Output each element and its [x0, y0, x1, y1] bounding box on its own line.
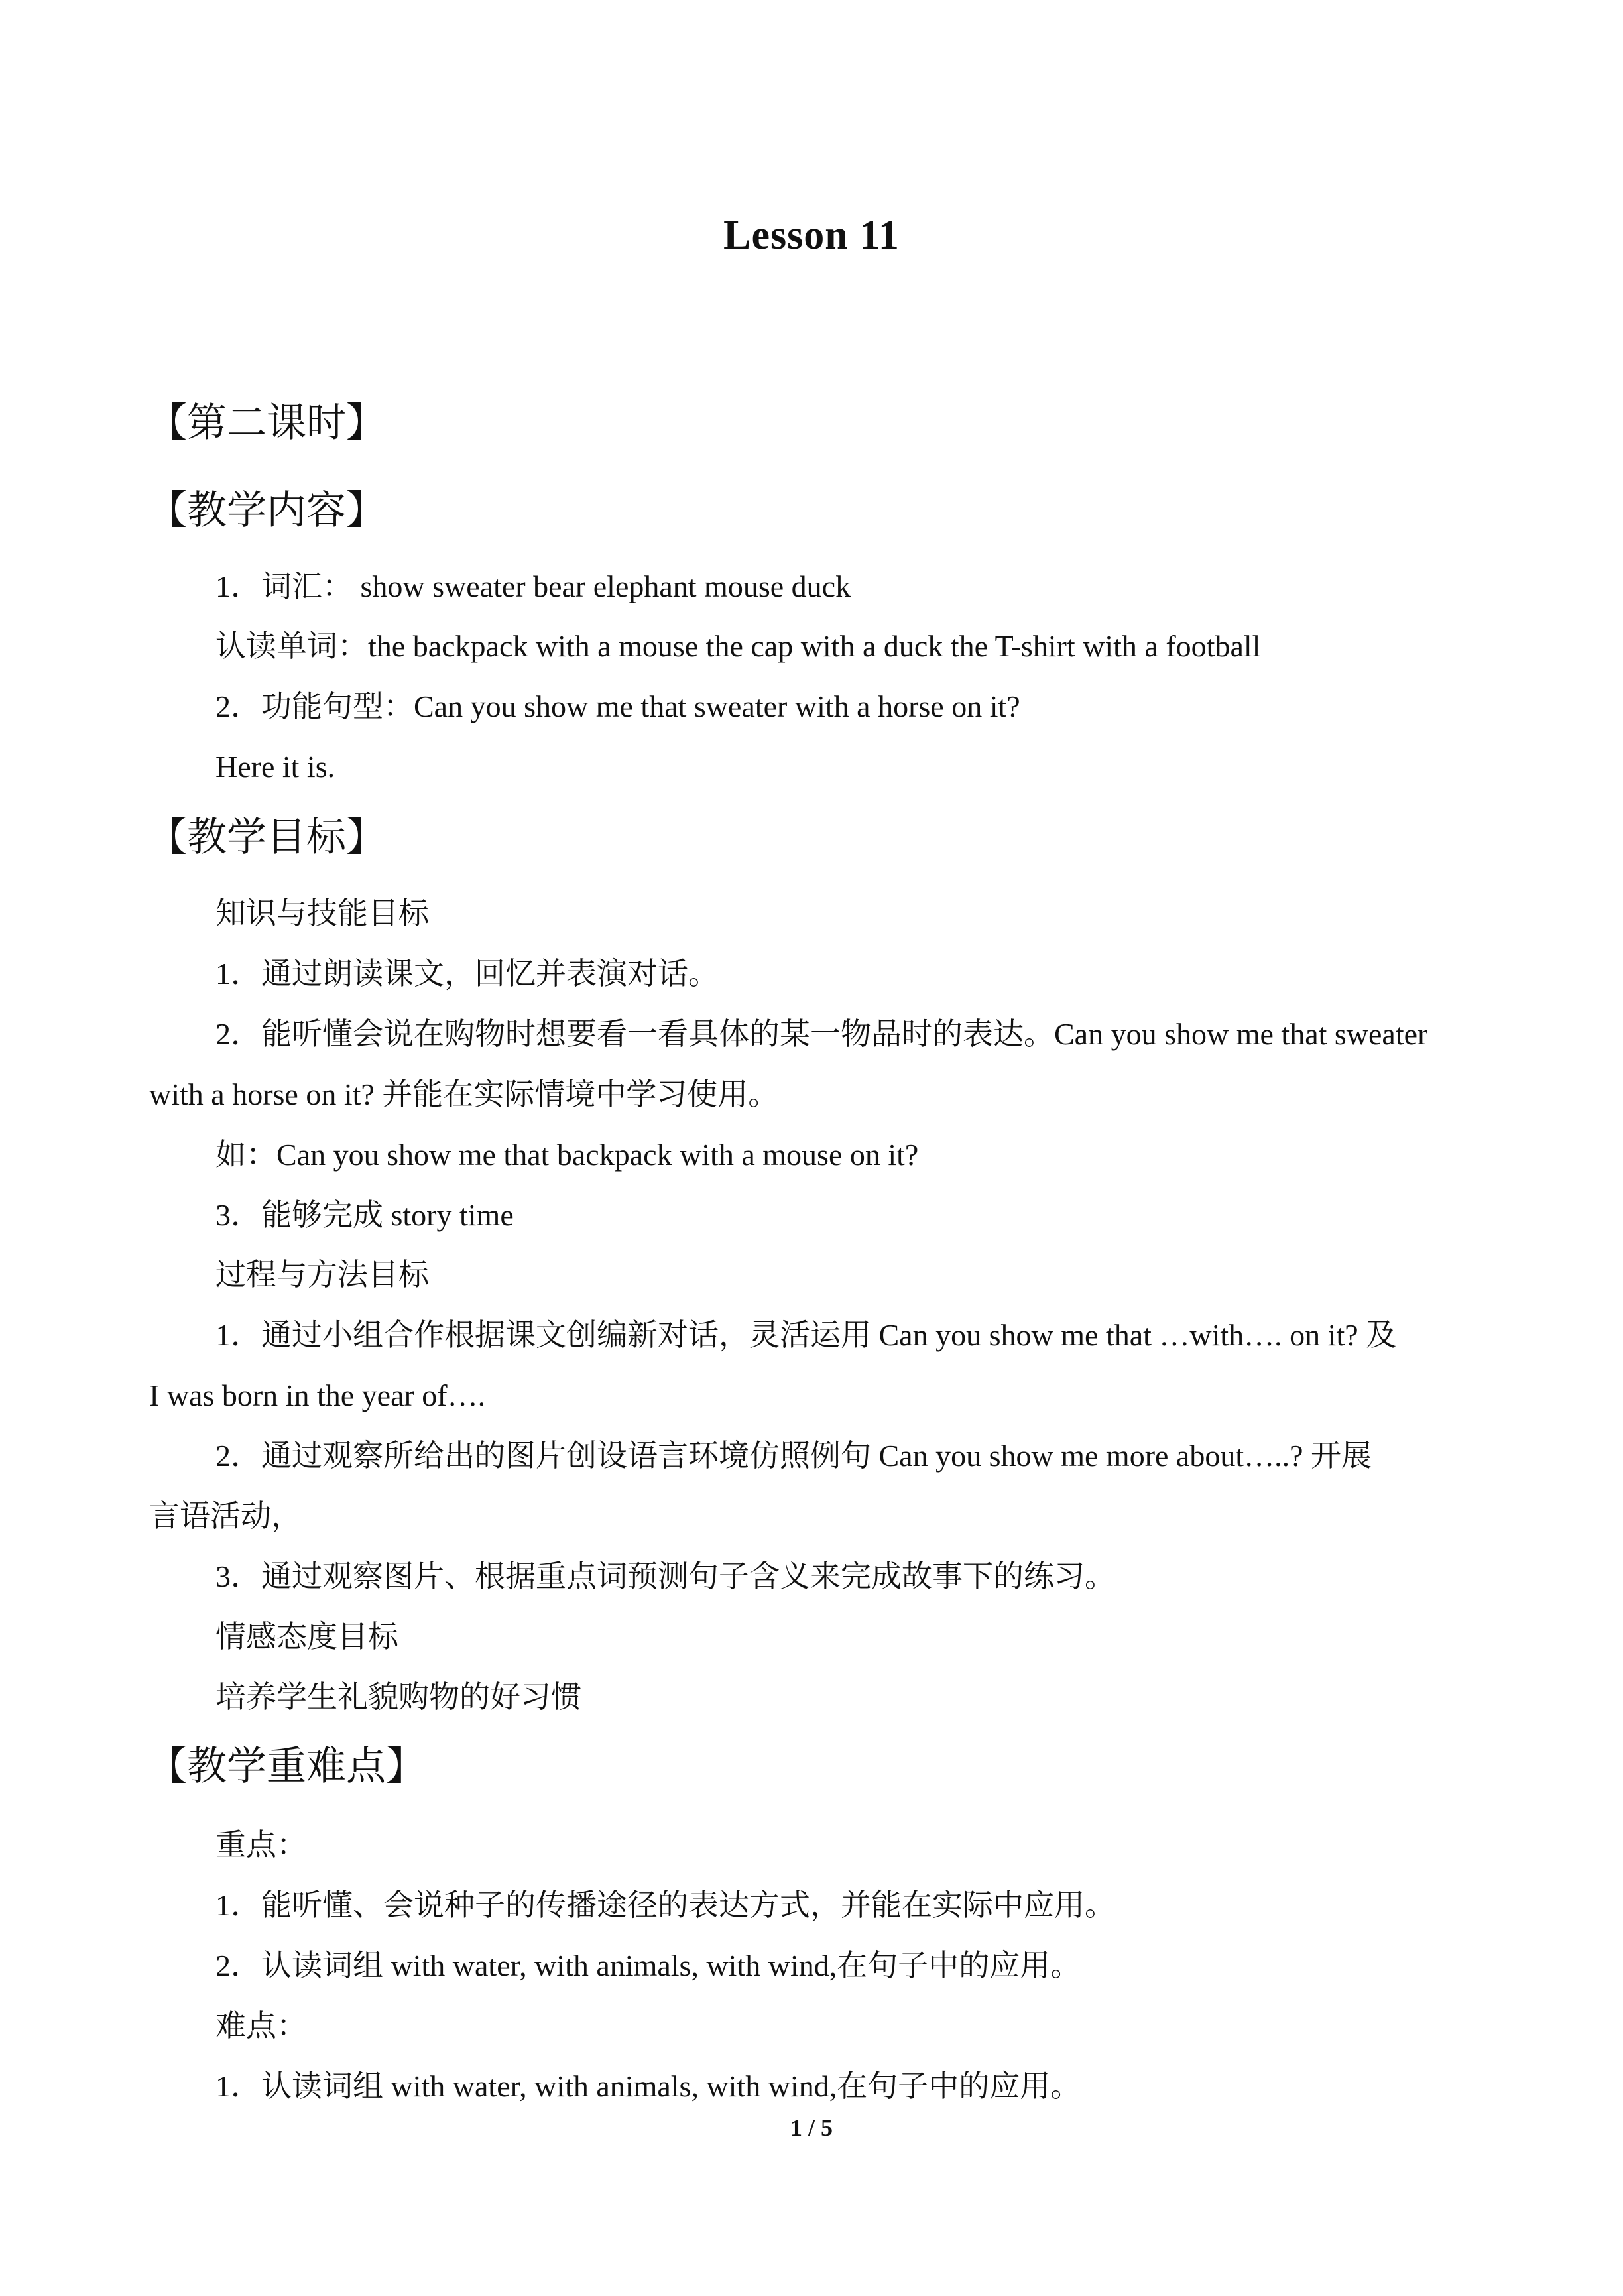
objective-line: I was born in the year of….	[149, 1378, 486, 1412]
objective-line: 培养学生礼貌购物的好习惯	[215, 1680, 581, 1714]
section-heading-objectives: 【教学目标】	[147, 816, 386, 859]
section-heading-key-points: 【教学重难点】	[147, 1744, 426, 1788]
objective-line: 知识与技能目标	[215, 896, 429, 930]
objective-line: 言语活动，	[149, 1499, 302, 1533]
objective-line: 1．通过小组合作根据课文创编新对话，灵活运用 Can you show me that …with…. on it? 及	[215, 1318, 1397, 1352]
page-number: 1 / 5	[790, 2114, 833, 2141]
lesson-title: Lesson 11	[723, 213, 900, 258]
objective-line: 3．通过观察图片、根据重点词预测句子含义来完成故事下的练习。	[215, 1559, 1115, 1593]
content-line: 2．功能句型：Can you show me that sweater with a horse on it?	[215, 690, 1020, 723]
key-line: 1．认读词组 with water, with animals, with wind,在句子中的应用。	[215, 2069, 1081, 2103]
objective-line: with a horse on it? 并能在实际情境中学习使用。	[149, 1077, 779, 1111]
objective-line: 2．通过观察所给出的图片创设语言环境仿照例句 Can you show me more about…..? 开展	[215, 1439, 1372, 1473]
content-line: 1．词汇： show sweater bear elephant mouse duck	[215, 570, 851, 603]
content-line: Here it is.	[215, 750, 335, 784]
objective-line: 1．通过朗读课文，回忆并表演对话。	[215, 957, 719, 991]
objective-line: 情感态度目标	[215, 1620, 398, 1654]
objective-line: 3．能够完成 story time	[215, 1198, 514, 1232]
section-heading-content: 【教学内容】	[147, 489, 386, 532]
objective-line: 如：Can you show me that backpack with a mouse on it?	[215, 1138, 919, 1172]
key-line: 难点：	[215, 2009, 307, 2043]
objective-line: 过程与方法目标	[215, 1258, 429, 1292]
section-heading-period: 【第二课时】	[147, 401, 386, 445]
key-line: 1．能听懂、会说种子的传播途径的表达方式，并能在实际中应用。	[215, 1888, 1115, 1922]
key-line: 2．认读词组 with water, with animals, with wind,在句子中的应用。	[215, 1949, 1081, 1982]
key-line: 重点：	[215, 1828, 307, 1862]
content-line: 认读单词：the backpack with a mouse the cap with a duck the T-shirt with a football	[215, 629, 1261, 663]
objective-line: 2．能听懂会说在购物时想要看一看具体的某一物品时的表达。Can you show me that sweater	[215, 1017, 1428, 1051]
